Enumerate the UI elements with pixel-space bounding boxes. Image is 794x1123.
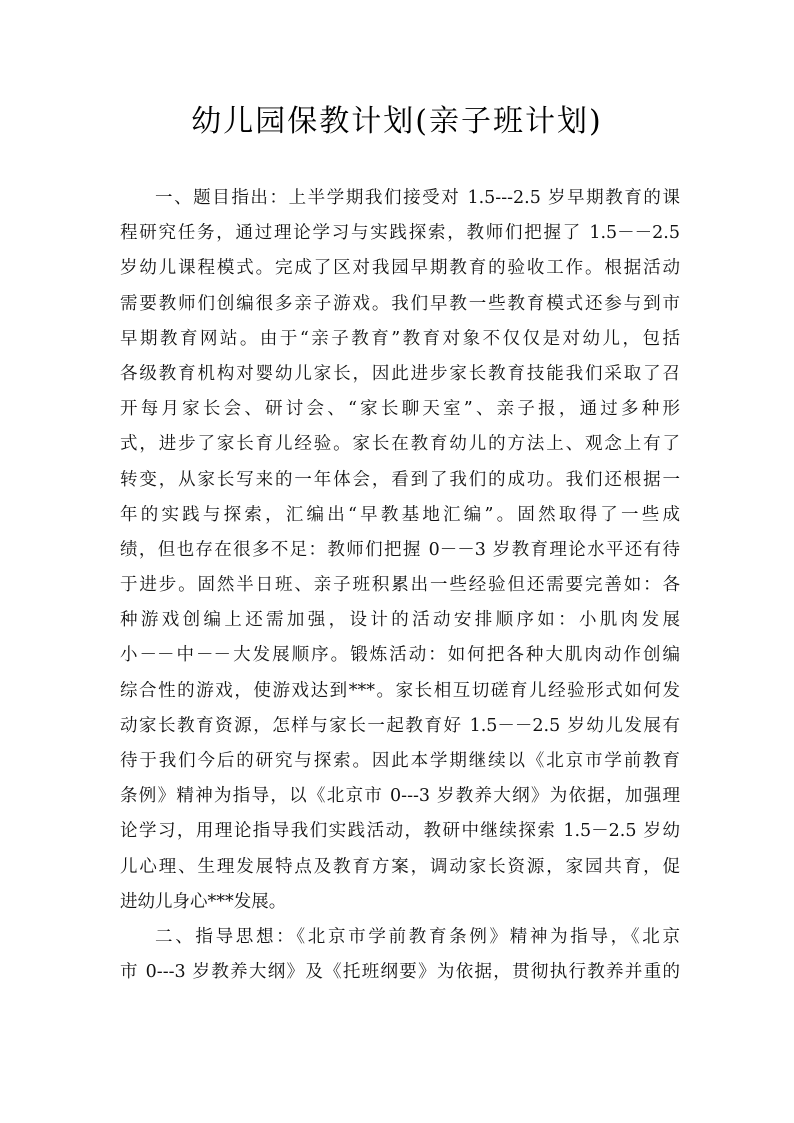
paragraph-line: 种游戏创编上还需加强，设计的活动安排顺序如：小肌肉发展: [120, 610, 680, 631]
paragraph-line: 各级教育机构对婴幼儿家长，因此进步家长教育技能我们采取了召: [120, 363, 680, 384]
paragraph-line: 年的实践与探索，汇编出“早教基地汇编”。固然取得了一些成: [120, 504, 680, 525]
paragraph-2: [120, 920, 680, 990]
document-title: 幼儿园保教计划(亲子班计划): [191, 104, 603, 139]
paragraph-line: 待于我们今后的研究与探索。因此本学期继续以《北京市学前教育: [120, 751, 680, 771]
paragraph-line: 市 0---3 岁教养大纲》及《托班纲要》为依据，贯彻执行教养并重的: [120, 962, 680, 983]
paragraph-line: 综合性的游戏，使游戏达到***。家长相互切磋育儿经验形式如何发: [120, 680, 680, 701]
paragraph-line: 转变，从家长写来的一年体会，看到了我们的成功。我们还根据一: [120, 469, 680, 490]
document-body: [120, 181, 680, 990]
paragraph-line: 绩，但也存在很多不足：教师们把握 0－－3 岁教育理论水平还有待: [120, 539, 680, 560]
paragraph-line: 式，进步了家长育儿经验。家长在教育幼儿的方法上、观念上有了: [120, 434, 680, 455]
paragraph-line: 于进步。固然半日班、亲子班积累出一些经验但还需要完善如：各: [120, 575, 680, 596]
paragraph-line: 动家长教育资源，怎样与家长一起教育好 1.5－－2.5 岁幼儿发展有: [120, 715, 680, 736]
paragraph-line: 进幼儿身心***发展。: [120, 891, 287, 912]
paragraph-line: 小－－中－－大发展顺序。锻炼活动：如何把各种大肌肉动作创编: [120, 645, 680, 666]
paragraph-line: 岁幼儿课程模式。完成了区对我园早期教育的验收工作。根据活动: [120, 258, 680, 279]
paragraph-line: 二、指导思想：《北京市学前教育条例》精神为指导，《北京: [155, 926, 680, 947]
paragraph-line: 条例》精神为指导，以《北京市 0---3 岁教养大纲》为依据，加强理: [120, 786, 680, 807]
paragraph-line: 程研究任务，通过理论学习与实践探索，教师们把握了 1.5－－2.5: [120, 223, 680, 244]
paragraph-line: 开每月家长会、研讨会、“家长聊天室”、亲子报，通过多种形: [120, 399, 680, 420]
paragraph-line: 儿心理、生理发展特点及教育方案，调动家长资源，家园共育，促: [120, 856, 680, 877]
paragraph-line: 论学习，用理论指导我们实践活动，教研中继续探索 1.5－2.5 岁幼: [120, 821, 680, 842]
paragraph-line: 早期教育网站。由于“亲子教育”教育对象不仅仅是对幼儿，包括: [120, 328, 680, 349]
paragraph-line: 一、题目指出：上半学期我们接受对 1.5---2.5 岁早期教育的课: [155, 188, 680, 208]
paragraph-1: [120, 181, 680, 920]
paragraph-line: 需要教师们创编很多亲子游戏。我们早教一些教育模式还参与到市: [120, 293, 680, 314]
